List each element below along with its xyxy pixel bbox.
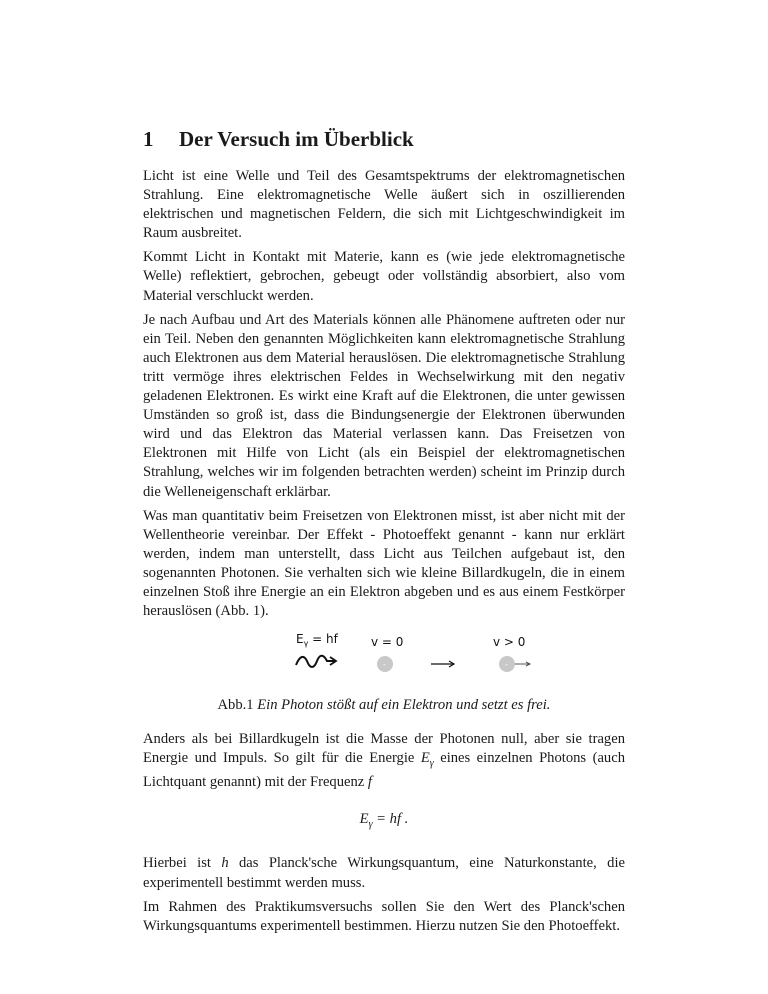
paragraph-3: Je nach Aufbau und Art des Materials können alle Phänomene auftreten oder nur ein Teil. Neben den genannten Möglichkeiten kann elektromagnetische Strahlung auch Elektronen aus dem Material herauslösen. Die elektromagnetische Strahlung tritt vermöge ihres elektrischen Feldes in Wechselwirkung mit den negativ geladenen Elektronen. Es wirkt eine Kraft auf die Elektronen, die unter gewissen Umständen so groß ist, dass die Bindungsenergie der Elektronen überwunden wird und das Elektron das Material verlassen kann. Das Freisetzen von Elektronen mit Hilfe von Licht (als ein Beispiel der elektromagnetischen Strahlung, welches wir im folgenden betrachten werden) scheint im Prinzip durch die Welleneigenschaft erklärbar. xyxy=(143,311,625,500)
paragraph-2: Kommt Licht in Kontakt mit Materie, kann es (wie jede elektromagnetische Welle) reflektiert, gebrochen, gebeugt oder vollständig absorbiert, also vom Material verschluckt werden. xyxy=(143,249,625,304)
paragraph-5: Anders als bei Billardkugeln ist die Masse der Photonen null, aber sie tragen Energie und Impuls. So gilt für die Energie $E_\gamma$ eines einzelnen Photons (auch Lichtquant genannt) mit der Frequenz f xyxy=(143,731,625,791)
electron-moving-label: v > 0 xyxy=(493,635,526,650)
section-number: 1 xyxy=(143,127,154,151)
figure-caption xyxy=(143,696,625,715)
figure-graphic xyxy=(143,627,625,685)
caption-prefix: Abb.1 xyxy=(217,697,254,714)
electron-charge-2: - xyxy=(505,660,508,670)
paragraph-1: Licht ist eine Welle und Teil des Gesamtspektrums der elektromagnetischen Strahlung. Eine elektromagnetische Welle äußert sich in oszillierenden elektrischen und magnetischen Feldern, die sich mit Lichtgeschwindigkeit im Raum ausbreitet. xyxy=(143,168,625,242)
photon-energy-label: $E_\gamma$ = hf xyxy=(296,632,338,649)
electron-at-rest-label: v = 0 xyxy=(371,635,404,650)
paragraph-6: Hierbei ist h das Planck'sche Wirkungsquantum, eine Naturkonstante, die experimentell bestimmt werden muss. xyxy=(143,855,625,891)
section-body xyxy=(143,167,625,941)
paragraph-4: Was man quantitativ beim Freisetzen von Elektronen misst, ist aber nicht mit der Wellentheorie vereinbar. Der Effekt - Photoeffekt genannt - kann nur erklärt werden, indem man unterstellt, dass Licht aus Teilchen aufgebaut ist, den sogenannten Photonen. Sie verhalten sich wie kleine Billardkugeln, die in einem einzelnen Stoß ihre Energie an ein Elektron abgeben und es aus einem Festkörper herauslösen (Abb. 1). xyxy=(143,507,625,620)
caption-text: Ein Photon stößt auf ein Elektron und setzt es frei. xyxy=(257,697,551,714)
section-title: Der Versuch im Überblick xyxy=(179,127,414,151)
equation-photon-energy: $E_\gamma$ = hf . xyxy=(359,811,409,831)
figure-photon-electron xyxy=(143,627,625,685)
electron-charge-1: - xyxy=(383,660,386,670)
photon-wave-icon xyxy=(296,656,335,667)
section-heading xyxy=(143,127,414,152)
paragraph-7: Im Rahmen des Praktikumsversuchs sollen Sie den Wert des Planck'schen Wirkungsquantums experimentell bestimmen. Hierzu nutzen Sie den Photoeffekt. xyxy=(143,898,625,934)
